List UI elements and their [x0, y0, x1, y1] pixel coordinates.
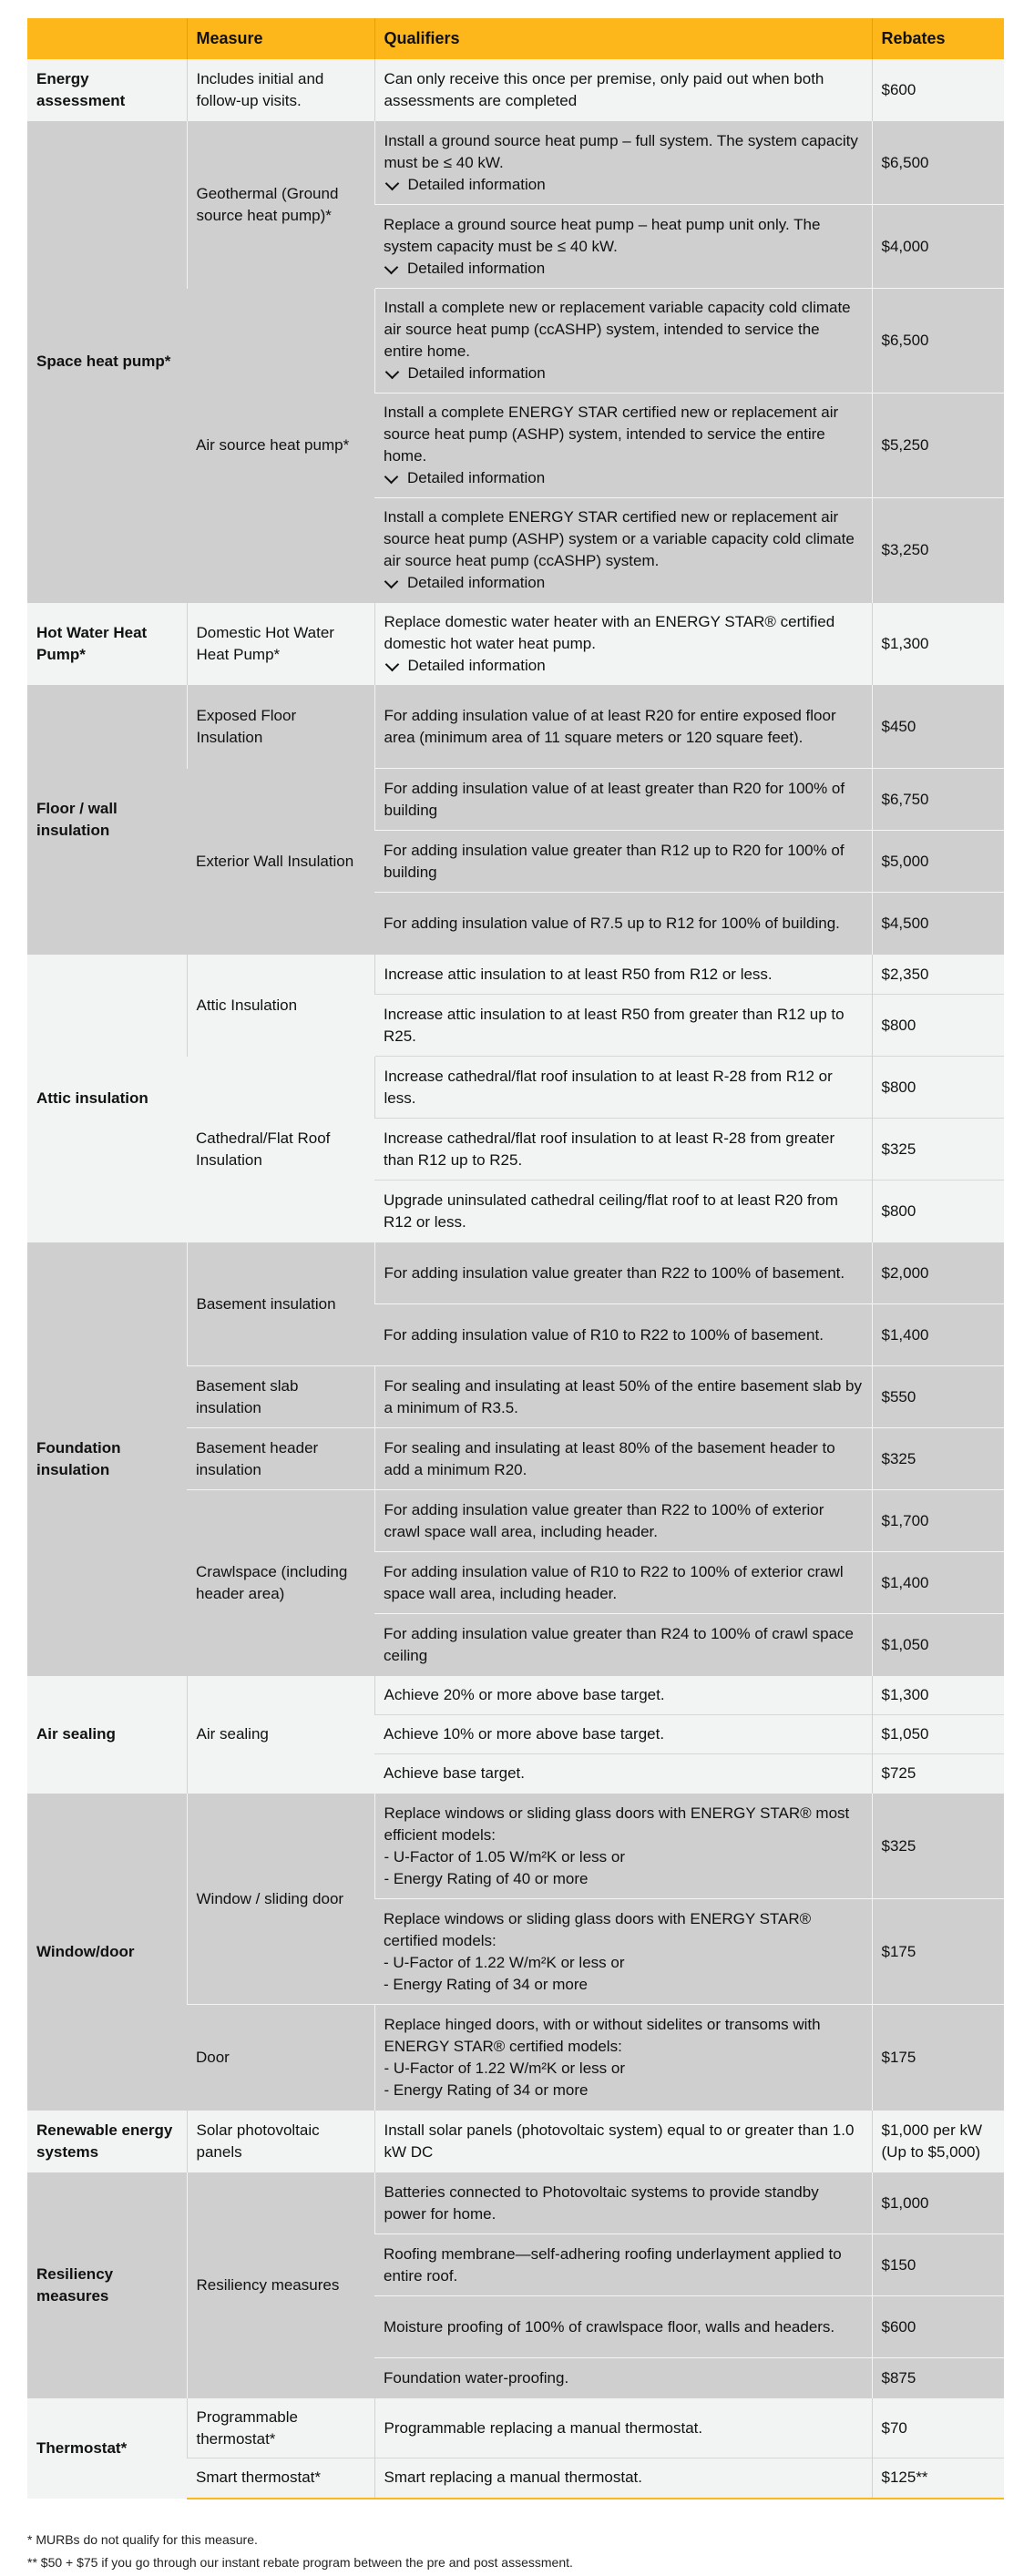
qualifier-cell: Roofing membrane—self-adhering roofing underlayment applied to entire roof. — [374, 2234, 872, 2296]
measure-cell: Basement insulation — [187, 1242, 374, 1366]
measure-cell: Solar photovoltaic panels — [187, 2111, 374, 2172]
table-row — [27, 2398, 1004, 2458]
qualifier-line: - Energy Rating of 40 or more — [384, 1869, 589, 1887]
qualifier-cell: Increase cathedral/flat roof insulation to at least R-28 from greater than R12 up to R25. — [374, 1119, 872, 1181]
qualifier-cell: Programmable replacing a manual thermostat. — [374, 2398, 872, 2458]
qualifier-cell: For adding insulation value greater than R24 to 100% of crawl space ceiling — [374, 1614, 872, 1676]
detail-label: Detailed information — [407, 175, 546, 193]
category-cell: Resiliency measures — [27, 2172, 187, 2398]
measure-cell: Attic Insulation — [187, 955, 374, 1057]
measure-cell: Geothermal (Ground source heat pump)* — [187, 121, 374, 289]
table-row — [27, 59, 1004, 121]
rebate-cell: $800 — [872, 1057, 1004, 1119]
rebate-cell: $600 — [872, 2296, 1004, 2358]
rebates-table — [27, 18, 1004, 2499]
category-cell: Energy assessment — [27, 59, 187, 121]
rebate-cell: $2,350 — [872, 955, 1004, 995]
rebate-cell: $725 — [872, 1754, 1004, 1794]
rebate-cell: $1,400 — [872, 1552, 1004, 1614]
rebate-cell: $150 — [872, 2234, 1004, 2296]
qualifier-line: - U-Factor of 1.22 W/m²K or less or — [384, 2059, 625, 2077]
rebate-line: $1,000 per kW — [881, 2121, 983, 2139]
rebate-cell: $325 — [872, 1428, 1004, 1490]
rebate-cell: $175 — [872, 2005, 1004, 2111]
table-row — [27, 603, 1004, 685]
qualifier-cell: For adding insulation value greater than R12 up to R20 for 100% of building — [374, 831, 872, 893]
qualifier-cell: For adding insulation value of R10 to R22 to 100% of basement. — [374, 1304, 872, 1366]
qualifier-text: Install a complete ENERGY STAR certified new or replacement air source heat pump (ASHP) system or a variable capacity cold climate air source heat pump (ccASHP) system. — [384, 508, 855, 569]
rebate-cell: $6,750 — [872, 769, 1004, 831]
footnote-murbs: * MURBs do not qualify for this measure. — [27, 2532, 258, 2547]
qualifier-cell — [374, 394, 872, 498]
qualifier-cell: Achieve 10% or more above base target. — [374, 1715, 872, 1754]
chevron-down-icon — [384, 176, 399, 190]
qualifier-cell: Install solar panels (photovoltaic system) equal to or greater than 1.0 kW DC — [374, 2111, 872, 2172]
rebate-cell: $1,700 — [872, 1490, 1004, 1552]
qualifier-cell: Achieve base target. — [374, 1754, 872, 1794]
measure-cell: Door — [187, 2005, 374, 2111]
category-cell: Window/door — [27, 1794, 187, 2111]
category-cell: Renewable energy systems — [27, 2111, 187, 2172]
rebate-cell: $600 — [872, 59, 1004, 121]
rebate-cell: $325 — [872, 1119, 1004, 1181]
measure-cell: Programmable thermostat* — [187, 2398, 374, 2458]
qualifier-cell — [374, 1899, 872, 2005]
measure-cell: Smart thermostat* — [187, 2458, 374, 2499]
qualifier-cell: Can only receive this once per premise, only paid out when both assessments are completed — [374, 59, 872, 121]
chevron-down-icon — [384, 657, 399, 671]
measure-cell: Resiliency measures — [187, 2172, 374, 2398]
qualifier-cell — [374, 121, 872, 205]
header-measure: Measure — [187, 18, 374, 59]
detail-label: Detailed information — [407, 656, 546, 674]
measure-cell: Exterior Wall Insulation — [187, 769, 374, 955]
measure-cell: Basement slab insulation — [187, 1366, 374, 1428]
table-row — [27, 121, 1004, 205]
qualifier-line: Replace windows or sliding glass doors with ENERGY STAR® certified models: — [384, 1909, 812, 1949]
detailed-information-toggle[interactable] — [384, 363, 863, 384]
qualifier-line: - Energy Rating of 34 or more — [384, 1975, 588, 1993]
rebate-cell: $1,050 — [872, 1715, 1004, 1754]
qualifier-cell — [374, 205, 872, 289]
category-cell: Air sealing — [27, 1676, 187, 1794]
qualifier-text: Install a complete new or replacement variable capacity cold climate air source heat pump (ccASHP) system, intended to service the entire home. — [384, 299, 851, 360]
rebate-cell: $1,050 — [872, 1614, 1004, 1676]
rebate-cell: $325 — [872, 1794, 1004, 1899]
detailed-information-toggle[interactable] — [384, 258, 863, 280]
qualifier-cell: Batteries connected to Photovoltaic systems to provide standby power for home. — [374, 2172, 872, 2234]
rebate-cell: $5,250 — [872, 394, 1004, 498]
rebate-line: (Up to $5,000) — [881, 2142, 981, 2161]
rebate-cell: $450 — [872, 685, 1004, 769]
rebate-cell: $175 — [872, 1899, 1004, 2005]
qualifier-line: - U-Factor of 1.05 W/m²K or less or — [384, 1847, 625, 1866]
detail-label: Detailed information — [407, 364, 546, 382]
rebate-cell: $125** — [872, 2458, 1004, 2499]
qualifier-cell: Upgrade uninsulated cathedral ceiling/flat roof to at least R20 from R12 or less. — [374, 1181, 872, 1242]
measure-cell: Window / sliding door — [187, 1794, 374, 2005]
qualifier-cell: For adding insulation value of at least greater than R20 for 100% of building — [374, 769, 872, 831]
detailed-information-toggle[interactable] — [384, 174, 863, 196]
measure-cell: Air sealing — [187, 1676, 374, 1794]
rebate-cell: $6,500 — [872, 289, 1004, 394]
rebate-cell: $800 — [872, 995, 1004, 1057]
footnote-instant-rebate: ** $50 + $75 if you go through our instant rebate program between the pre and post assessment. — [27, 2555, 573, 2570]
table-row — [27, 1794, 1004, 1899]
category-cell: Space heat pump* — [27, 121, 187, 603]
table-row — [27, 2111, 1004, 2172]
category-cell: Hot Water Heat Pump* — [27, 603, 187, 685]
qualifier-cell: Moisture proofing of 100% of crawlspace floor, walls and headers. — [374, 2296, 872, 2358]
measure-cell: Crawlspace (including header area) — [187, 1490, 374, 1676]
chevron-down-icon — [384, 470, 399, 485]
detailed-information-toggle[interactable] — [384, 467, 863, 489]
qualifier-line: - U-Factor of 1.22 W/m²K or less or — [384, 1953, 625, 1971]
qualifier-cell: For adding insulation value of R7.5 up to R12 for 100% of building. — [374, 893, 872, 955]
qualifier-cell: For sealing and insulating at least 50% of the entire basement slab by a minimum of R3.5. — [374, 1366, 872, 1428]
table-header-row — [27, 18, 1004, 59]
measure-cell: Exposed Floor Insulation — [187, 685, 374, 769]
qualifier-cell — [374, 498, 872, 603]
detail-label: Detailed information — [407, 469, 546, 486]
header-rebates: Rebates — [872, 18, 1004, 59]
measure-cell: Cathedral/Flat Roof Insulation — [187, 1057, 374, 1242]
qualifier-cell: For adding insulation value greater than R22 to 100% of basement. — [374, 1242, 872, 1304]
qualifier-cell: Foundation water-proofing. — [374, 2358, 872, 2398]
qualifier-line: Replace hinged doors, with or without sidelites or transoms with ENERGY STAR® certified models: — [384, 2015, 821, 2055]
measure-cell: Domestic Hot Water Heat Pump* — [187, 603, 374, 685]
rebate-cell: $4,000 — [872, 205, 1004, 289]
qualifier-cell: Increase attic insulation to at least R50 from greater than R12 up to R25. — [374, 995, 872, 1057]
measure-cell: Air source heat pump* — [187, 289, 374, 603]
table-row — [27, 955, 1004, 995]
qualifier-cell: For sealing and insulating at least 80% of the basement header to add a minimum R20. — [374, 1428, 872, 1490]
qualifier-cell: For adding insulation value of R10 to R22 to 100% of exterior crawl space wall area, including header. — [374, 1552, 872, 1614]
detail-label: Detailed information — [407, 259, 546, 277]
rebate-cell: $1,000 — [872, 2172, 1004, 2234]
header-qualifiers: Qualifiers — [374, 18, 872, 59]
category-cell: Foundation insulation — [27, 1242, 187, 1676]
qualifier-cell: Smart replacing a manual thermostat. — [374, 2458, 872, 2499]
chevron-down-icon — [384, 365, 399, 380]
header-category — [27, 18, 187, 59]
rebate-cell: $875 — [872, 2358, 1004, 2398]
category-cell: Thermostat* — [27, 2398, 187, 2499]
qualifier-text: Replace domestic water heater with an ENERGY STAR® certified domestic hot water heat pump. — [384, 612, 835, 652]
rebate-cell: $70 — [872, 2398, 1004, 2458]
qualifier-text: Replace a ground source heat pump – heat pump unit only. The system capacity must be ≤ 40 kW. — [384, 215, 821, 255]
rebate-cell: $550 — [872, 1366, 1004, 1428]
table-row — [27, 2172, 1004, 2234]
chevron-down-icon — [384, 575, 399, 589]
qualifier-cell: For adding insulation value greater than R22 to 100% of exterior crawl space wall area, including header. — [374, 1490, 872, 1552]
qualifier-text: Install a ground source heat pump – full system. The system capacity must be ≤ 40 kW. — [384, 131, 858, 171]
rebate-cell: $800 — [872, 1181, 1004, 1242]
chevron-down-icon — [384, 260, 399, 274]
rebate-cell: $1,400 — [872, 1304, 1004, 1366]
category-cell: Floor / wall insulation — [27, 685, 187, 955]
rebate-cell: $1,300 — [872, 1676, 1004, 1715]
footnotes — [27, 2529, 573, 2574]
qualifier-cell: Achieve 20% or more above base target. — [374, 1676, 872, 1715]
detail-label: Detailed information — [407, 574, 546, 591]
qualifier-text: Install a complete ENERGY STAR certified new or replacement air source heat pump (ASHP) system, intended to service the entire home. — [384, 404, 839, 465]
table-row — [27, 1676, 1004, 1715]
rebate-cell — [872, 2111, 1004, 2172]
qualifier-cell — [374, 1794, 872, 1899]
rebate-cell: $4,500 — [872, 893, 1004, 955]
qualifier-line: Replace windows or sliding glass doors with ENERGY STAR® most efficient models: — [384, 1804, 850, 1844]
rebate-cell: $2,000 — [872, 1242, 1004, 1304]
detailed-information-toggle[interactable] — [384, 572, 863, 594]
table-row — [27, 1242, 1004, 1304]
qualifier-cell — [374, 603, 872, 685]
measure-cell: Includes initial and follow-up visits. — [187, 59, 374, 121]
detailed-information-toggle[interactable] — [384, 655, 863, 677]
rebate-cell: $1,300 — [872, 603, 1004, 685]
qualifier-cell: Increase cathedral/flat roof insulation to at least R-28 from R12 or less. — [374, 1057, 872, 1119]
measure-cell: Basement header insulation — [187, 1428, 374, 1490]
rebate-cell: $5,000 — [872, 831, 1004, 893]
qualifier-cell — [374, 289, 872, 394]
qualifier-line: - Energy Rating of 34 or more — [384, 2080, 589, 2099]
qualifier-cell: Increase attic insulation to at least R50 from R12 or less. — [374, 955, 872, 995]
rebate-cell: $6,500 — [872, 121, 1004, 205]
category-cell: Attic insulation — [27, 955, 187, 1242]
qualifier-cell — [374, 2005, 872, 2111]
table-row — [27, 685, 1004, 769]
rebate-cell: $3,250 — [872, 498, 1004, 603]
qualifier-cell: For adding insulation value of at least R20 for entire exposed floor area (minimum area of 11 square meters or 120 square feet). — [374, 685, 872, 769]
